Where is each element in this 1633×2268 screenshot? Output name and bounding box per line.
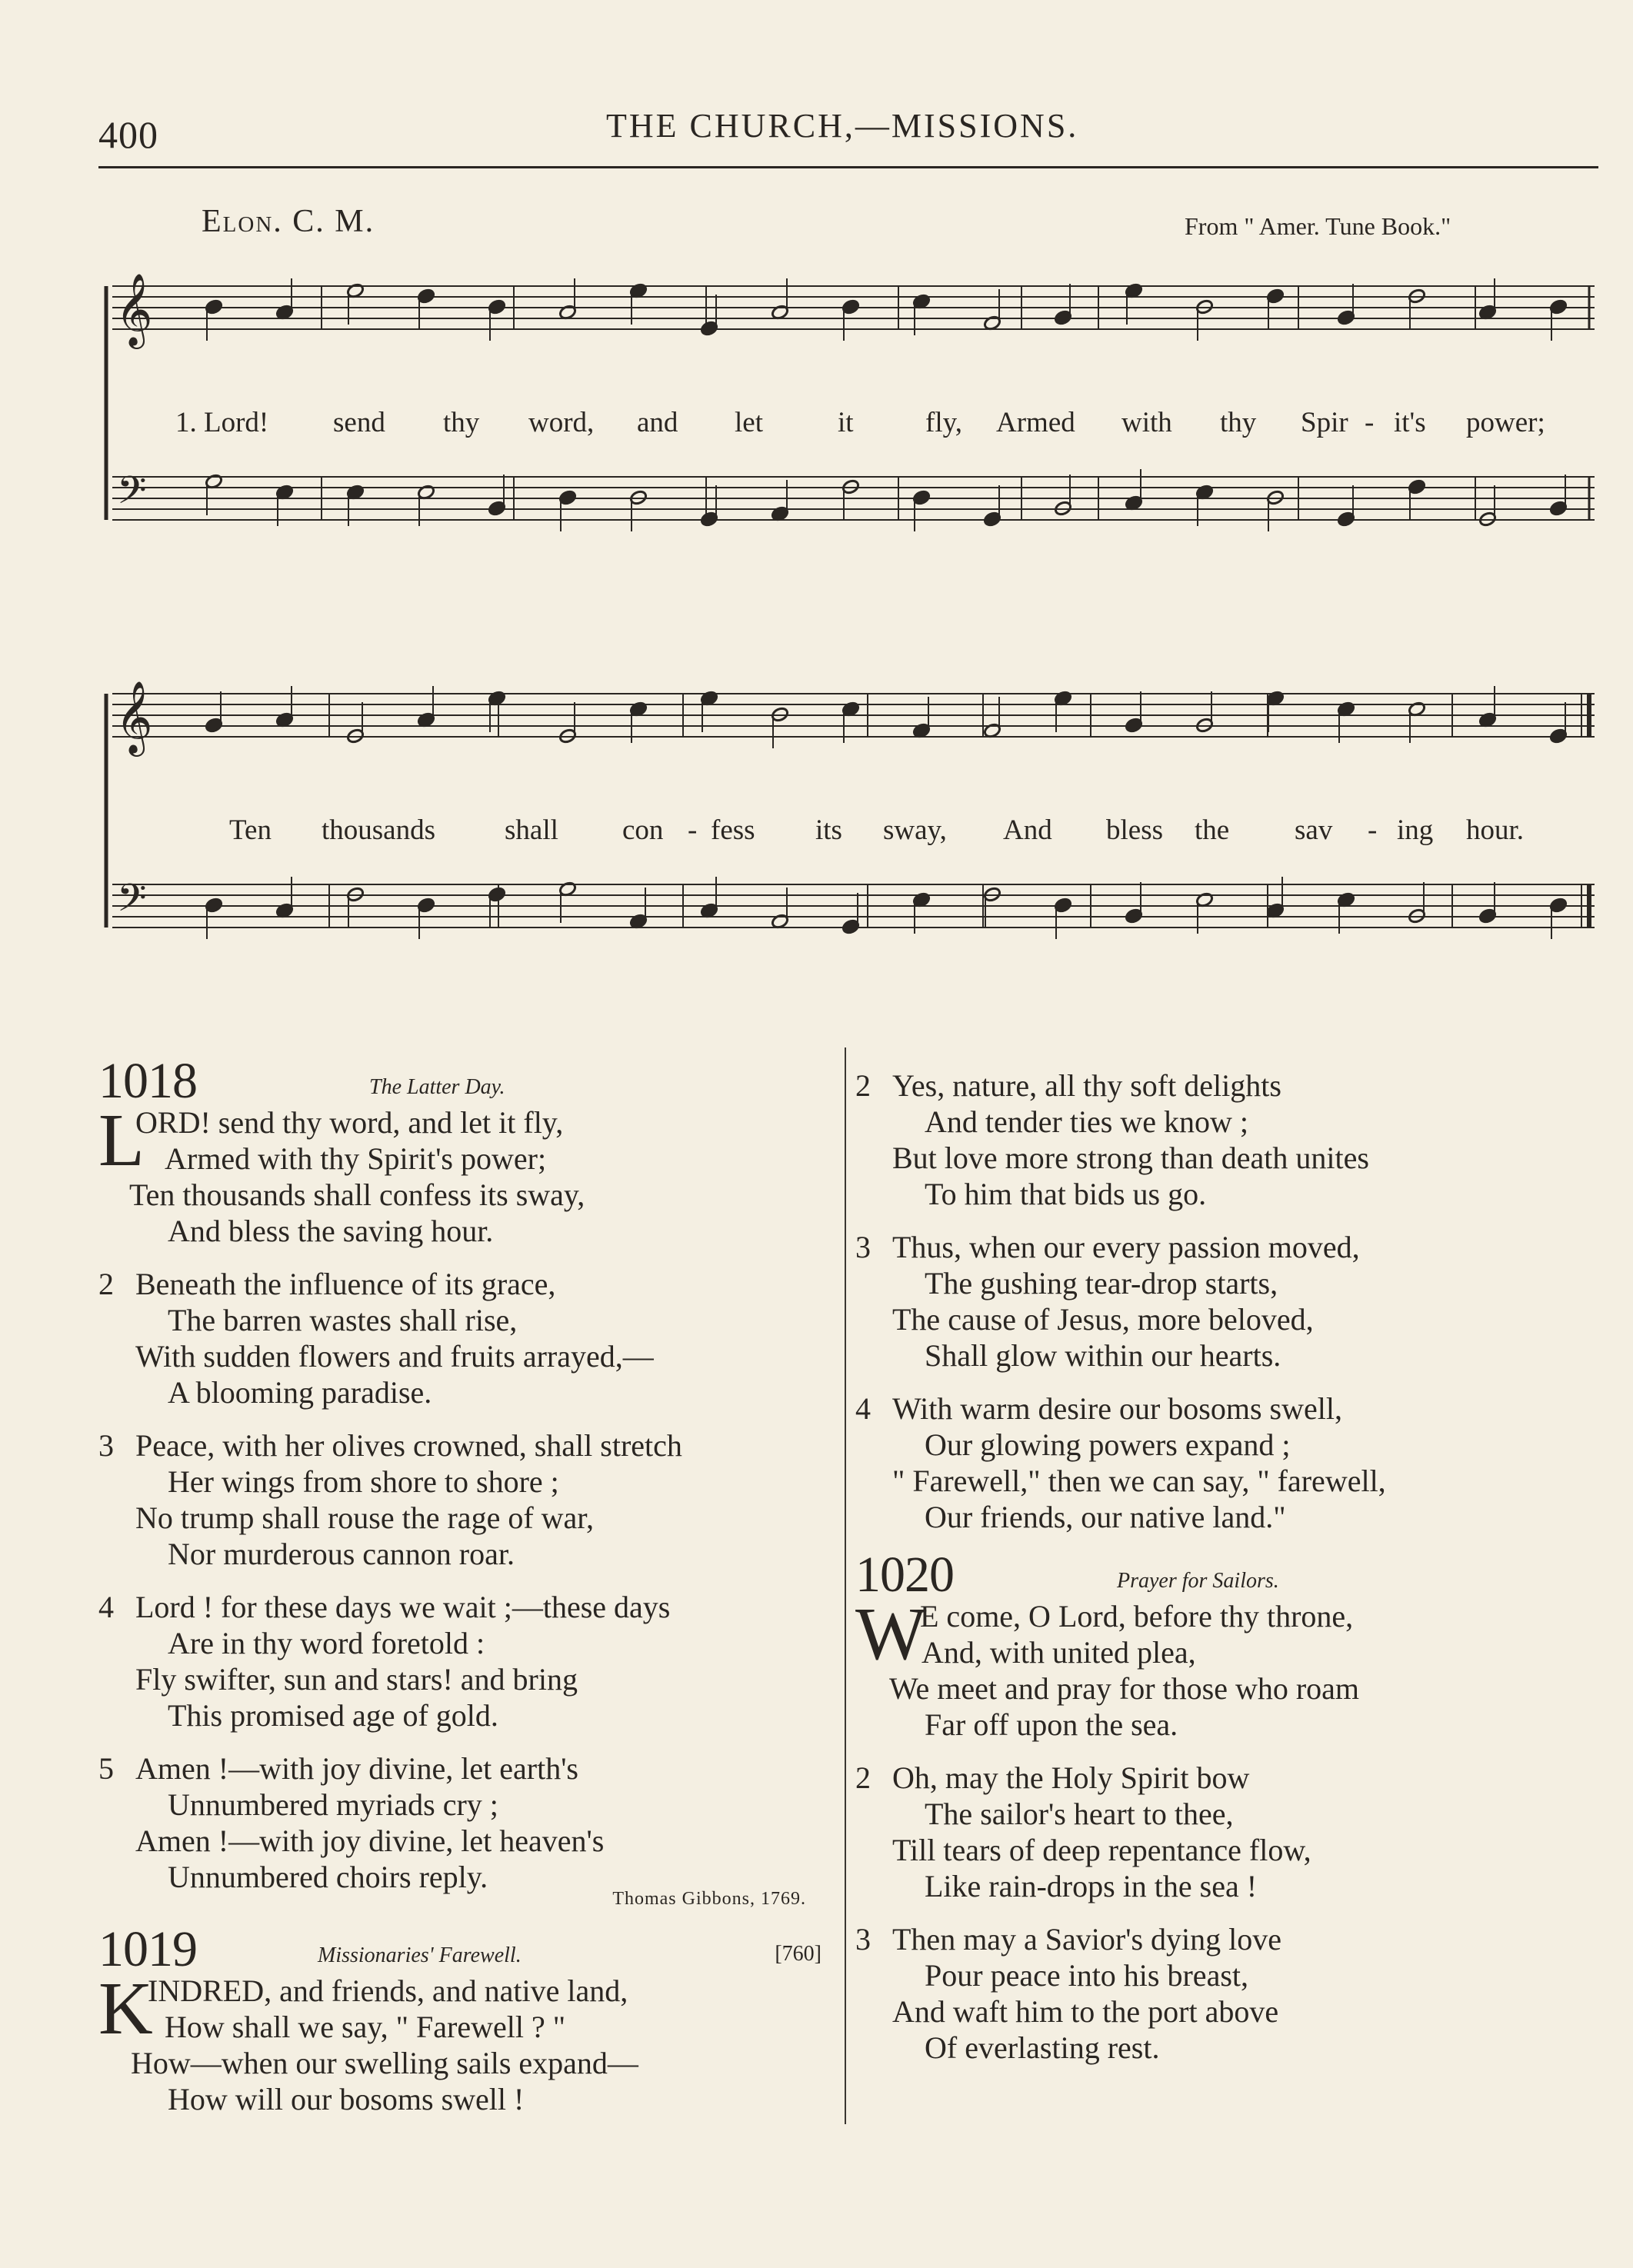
lyric-syllable: -: [1365, 407, 1375, 438]
hymn-1020-stanza-3: [855, 1921, 1571, 2066]
hymn-1020-stanza-1: [855, 1593, 1571, 1743]
hymn-number: 1019: [98, 1921, 197, 1977]
lyric-syllable: -: [688, 814, 698, 846]
hymn-1020-stanza-2: [855, 1760, 1571, 1904]
lyric-syllable: Ten: [229, 814, 272, 846]
hymn-1018-stanza-3: [98, 1427, 837, 1572]
verse-line: Armed with thy Spirit's power;: [165, 1141, 547, 1176]
verse-line: Peace, with her olives crowned, shall stretch: [135, 1428, 682, 1463]
hymn-1020-heading: [855, 1547, 1571, 1604]
verse-line: A blooming paradise.: [168, 1375, 432, 1410]
hymn-title: The Latter Day.: [369, 1075, 505, 1099]
verse-line: We meet and pray for those who roam: [889, 1671, 1360, 1706]
left-column: [98, 1053, 837, 2134]
verse-line: With sudden flowers and fruits arrayed,—: [135, 1339, 654, 1374]
verse-line: Then may a Savior's dying love: [892, 1922, 1281, 1957]
lyric-syllable: sav: [1295, 814, 1333, 846]
verse-line: And bless the saving hour.: [168, 1214, 494, 1248]
header-rule: [98, 166, 1598, 168]
music-system-1: [98, 254, 1598, 577]
hymn-1018-heading: [98, 1053, 837, 1111]
lyric-syllable: thy: [1220, 407, 1257, 438]
verse-line: But love more strong than death unites: [892, 1141, 1369, 1175]
bass-clef-icon: 𝄢: [117, 468, 147, 522]
tune-source: From " Amer. Tune Book.": [1185, 212, 1451, 240]
hymn-1018-stanza-4: [98, 1589, 837, 1733]
lyric-syllable: Spir: [1301, 407, 1348, 438]
lyric-syllable: -: [1368, 814, 1378, 846]
lyric-syllable: hour.: [1466, 814, 1525, 846]
verse-line: Far off upon the sea.: [925, 1707, 1178, 1742]
lyric-syllable: shall: [505, 814, 558, 846]
stanza-number: 2: [98, 1267, 114, 1301]
verse-line: Unnumbered choirs reply.: [168, 1860, 488, 1894]
verse-line: The gushing tear-drop starts,: [925, 1266, 1278, 1301]
staff: [112, 477, 1595, 520]
verse-line: Amen !—with joy divine, let heaven's: [135, 1823, 605, 1858]
stanza-number: 3: [855, 1922, 871, 1957]
staff: [112, 694, 1595, 737]
lyric-syllable: thy: [443, 407, 480, 438]
stanza-number: 2: [855, 1760, 871, 1795]
music-system-2: [98, 661, 1598, 1015]
drop-cap: L: [98, 1099, 145, 1182]
verse-line: Of everlasting rest.: [925, 2030, 1160, 2065]
verse-line: ORD! send thy word, and let it fly,: [135, 1105, 564, 1140]
verse-line: Lord ! for these days we wait ;—these days: [135, 1590, 671, 1624]
verse-line: Fly swifter, sun and stars! and bring: [135, 1662, 578, 1697]
verse-line: Yes, nature, all thy soft delights: [892, 1068, 1281, 1103]
hymn-cross-reference: [760]: [775, 1942, 821, 1966]
verse-line: Amen !—with joy divine, let earth's: [135, 1751, 578, 1786]
lyric-syllable: fess: [711, 814, 755, 846]
hymn-1018-stanza-1: [98, 1099, 837, 1249]
lyric-syllable: thousands: [322, 814, 435, 846]
lyric-syllable: con: [622, 814, 664, 846]
column-divider: [845, 1047, 846, 2124]
verse-line: No trump shall rouse the rage of war,: [135, 1500, 594, 1535]
verse-line: And tender ties we know ;: [925, 1104, 1249, 1139]
lyric-syllable: it's: [1394, 407, 1426, 438]
verse-line: Beneath the influence of its grace,: [135, 1267, 556, 1301]
lyric-syllable: its: [815, 814, 842, 846]
lyrics-line-2: [98, 814, 1598, 849]
verse-line: Shall glow within our hearts.: [925, 1338, 1281, 1373]
hymn-title: Prayer for Sailors.: [1117, 1569, 1279, 1593]
lyric-syllable: ing: [1397, 814, 1434, 846]
lyric-syllable: the: [1195, 814, 1230, 846]
lyric-syllable: and: [637, 407, 678, 438]
hymn-1019-heading: [98, 1921, 837, 1979]
verse-line: Her wings from shore to shore ;: [168, 1464, 559, 1499]
lyric-syllable: Armed: [996, 407, 1075, 438]
verse-line: How will our bosoms swell !: [168, 2082, 525, 2116]
verse-line: E come, O Lord, before thy throne,: [920, 1599, 1354, 1634]
hymn-title: Missionaries' Farewell.: [318, 1943, 522, 1967]
lyric-syllable: sway,: [883, 814, 947, 846]
verse-line: Nor murderous cannon roar.: [168, 1537, 515, 1571]
drop-cap: K: [98, 1967, 153, 2050]
lyrics-line-1: [98, 406, 1598, 441]
hymn-1019-stanza-1: [98, 1967, 837, 2117]
hymn-number: 1018: [98, 1053, 197, 1109]
page-header: [98, 98, 1598, 156]
tune-name: Elon. C. M.: [202, 204, 375, 239]
hymn-attribution: Thomas Gibbons, 1769.: [612, 1889, 806, 1909]
verse-line: Unnumbered myriads cry ;: [168, 1787, 498, 1822]
verse-line: " Farewell," then we can say, " farewell,: [892, 1464, 1386, 1498]
lyric-syllable: let: [735, 407, 763, 438]
hymn-1019-stanza-4: [855, 1390, 1571, 1535]
lyric-syllable: fly,: [925, 407, 962, 438]
verse-line: To him that bids us go.: [925, 1177, 1207, 1211]
verse-line: Pour peace into his breast,: [925, 1958, 1248, 1993]
hymn-number: 1020: [855, 1547, 954, 1603]
lyric-syllable: word,: [528, 407, 595, 438]
lyric-syllable: power;: [1466, 407, 1545, 438]
right-column: [855, 1067, 1571, 2083]
verse-line: Ten thousands shall confess its sway,: [129, 1177, 585, 1212]
stanza-number: 4: [855, 1391, 871, 1426]
verse-line: And waft him to the port above: [892, 1994, 1279, 2029]
lyric-syllable: send: [333, 407, 385, 438]
lyric-syllable: with: [1121, 407, 1172, 438]
verse-line: The barren wastes shall rise,: [168, 1303, 518, 1337]
bass-clef-icon: 𝄢: [117, 876, 147, 930]
treble-clef-icon: 𝄞: [115, 681, 153, 754]
hymn-1019-stanza-3: [855, 1229, 1571, 1374]
verse-line: Our glowing powers expand ;: [925, 1427, 1291, 1462]
verse-line: Oh, may the Holy Spirit bow: [892, 1760, 1250, 1795]
verse-line: Are in thy word foretold :: [168, 1626, 485, 1660]
stanza-number: 5: [98, 1751, 114, 1786]
lyric-syllable: 1. Lord!: [175, 407, 269, 438]
verse-line: Our friends, our native land.": [925, 1500, 1286, 1534]
verse-line: INDRED, and friends, and native land,: [148, 1973, 628, 2008]
page-number: 400: [98, 113, 158, 156]
hymn-1018-stanza-5: [98, 1750, 837, 1895]
stanza-number: 3: [855, 1230, 871, 1264]
verse-line: How—when our swelling sails expand—: [131, 2046, 638, 2080]
running-title: THE CHURCH,—MISSIONS.: [606, 107, 1079, 145]
verse-line: This promised age of gold.: [168, 1698, 498, 1733]
verse-line: Thus, when our every passion moved,: [892, 1230, 1360, 1264]
lyric-syllable: bless: [1106, 814, 1163, 846]
verse-line: Till tears of deep repentance flow,: [892, 1833, 1311, 1867]
lyric-syllable: it: [838, 407, 854, 438]
hymn-1019-stanza-2: [855, 1067, 1571, 1212]
stanza-number: 3: [98, 1428, 114, 1463]
stanza-number: 2: [855, 1068, 871, 1103]
drop-cap: W: [855, 1593, 927, 1676]
verse-line: The sailor's heart to thee,: [925, 1797, 1234, 1831]
verse-line: And, with united plea,: [921, 1635, 1196, 1670]
verse-line: With warm desire our bosoms swell,: [892, 1391, 1342, 1426]
verse-line: Like rain-drops in the sea !: [925, 1869, 1258, 1903]
hymn-1018-stanza-2: [98, 1266, 837, 1410]
lyric-syllable: And: [1003, 814, 1052, 846]
stanza-number: 4: [98, 1590, 114, 1624]
verse-line: How shall we say, " Farewell ? ": [165, 2010, 566, 2044]
verse-line: The cause of Jesus, more beloved,: [892, 1302, 1314, 1337]
treble-clef-icon: 𝄞: [115, 273, 153, 346]
